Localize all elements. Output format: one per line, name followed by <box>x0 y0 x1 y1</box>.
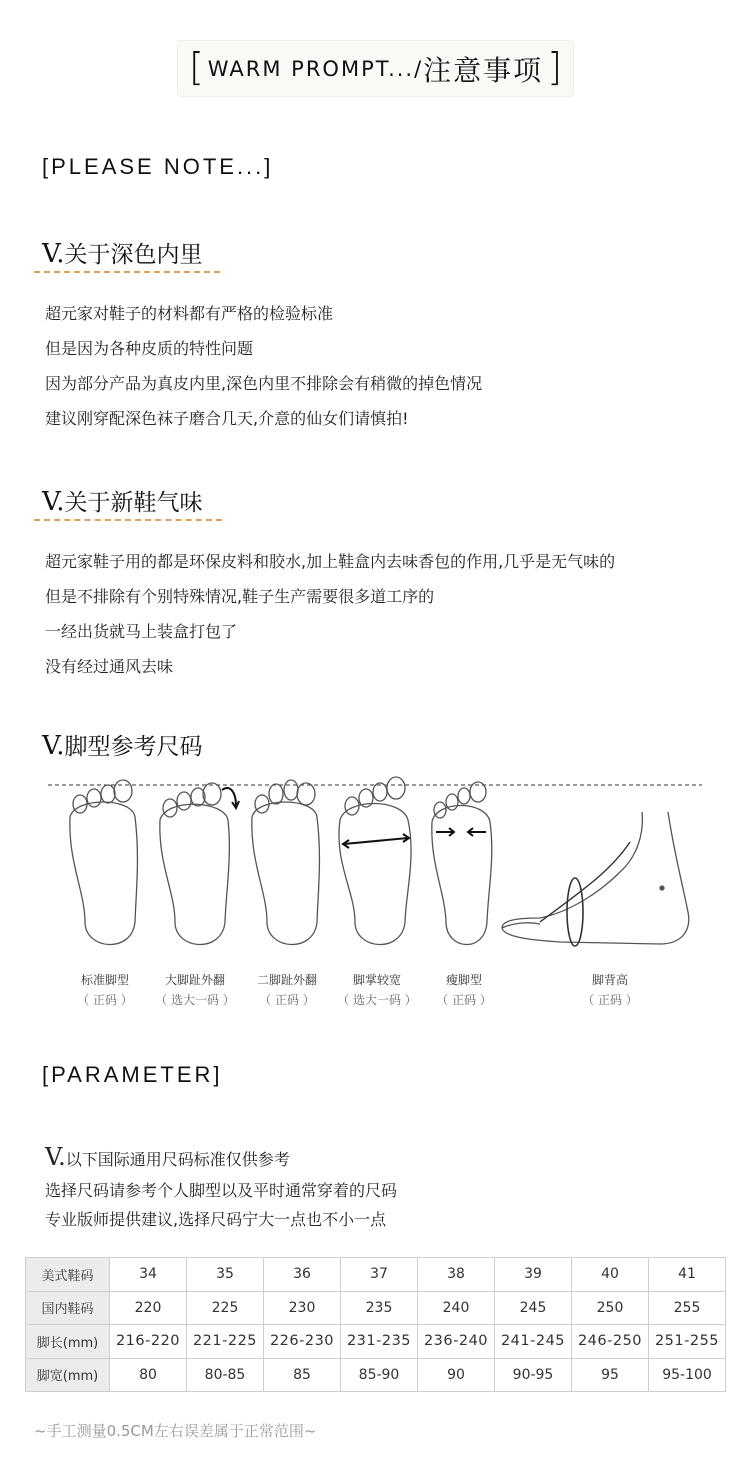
table-cell: 80 <box>110 1358 187 1392</box>
smell-line: 没有经过通风去味 <box>45 657 174 676</box>
foot-type-label: 大脚趾外翻 <box>164 973 225 987</box>
table-cell: 38 <box>418 1258 495 1292</box>
wide-foot-icon <box>339 777 411 945</box>
foot-type-label: 脚背高 <box>591 973 628 987</box>
table-cell: 40 <box>572 1258 649 1292</box>
high-instep-foot-icon <box>502 812 689 946</box>
title-bracket-open: [ <box>188 44 204 89</box>
measurement-footnote: ~手工测量0.5CM左右误差属于正常范围~ <box>34 1422 317 1440</box>
table-cell: 241-245 <box>495 1325 572 1359</box>
table-cell: 37 <box>341 1258 418 1292</box>
param-intro-line1 <box>45 1143 290 1171</box>
size-table <box>25 1257 726 1392</box>
table-cell: 95-100 <box>649 1358 726 1392</box>
foot-type-label: 标准脚型 <box>80 973 129 987</box>
section-foot-title: 脚型参考尺码 <box>64 734 203 760</box>
table-cell: 85 <box>264 1358 341 1392</box>
row-label: 脚长(mm) <box>26 1325 110 1359</box>
smell-line: 一经出货就马上装盒打包了 <box>45 622 238 641</box>
section-smell-text <box>45 544 615 684</box>
table-row <box>26 1291 726 1325</box>
bunion-foot-icon <box>160 783 239 945</box>
table-cell: 220 <box>110 1291 187 1325</box>
foot-type-sub: （ 正码 ） <box>436 993 492 1007</box>
title-english: WARM PROMPT.../ <box>207 56 424 81</box>
table-cell: 34 <box>110 1258 187 1292</box>
foot-type-sub: （ 正码 ） <box>582 993 638 1007</box>
table-cell: 41 <box>649 1258 726 1292</box>
table-cell: 221-225 <box>187 1325 264 1359</box>
row-label: 美式鞋码 <box>26 1258 110 1292</box>
section-smell-title: 关于新鞋气味 <box>64 490 203 516</box>
table-row <box>26 1325 726 1359</box>
lining-line: 超元家对鞋子的材料都有严格的检验标准 <box>45 304 334 323</box>
row-label: 国内鞋码 <box>26 1291 110 1325</box>
table-cell: 245 <box>495 1291 572 1325</box>
table-cell: 236-240 <box>418 1325 495 1359</box>
table-cell: 35 <box>187 1258 264 1292</box>
page-title-box <box>177 40 574 97</box>
second-toe-foot-icon <box>252 780 320 945</box>
table-cell: 36 <box>264 1258 341 1292</box>
foot-shapes-illustration <box>40 772 710 957</box>
section-smell-heading <box>42 484 203 517</box>
row-label: 脚宽(mm) <box>26 1358 110 1392</box>
foot-type-label: 二脚趾外翻 <box>256 973 317 987</box>
param-intro-line2: 选择尺码请参考个人脚型以及平时通常穿着的尺码 <box>45 1181 398 1200</box>
foot-type-illustration <box>40 772 710 1022</box>
lining-line: 因为部分产品为真皮内里,深色内里不排除会有稍微的掉色情况 <box>45 374 483 393</box>
table-row <box>26 1258 726 1292</box>
table-cell: 230 <box>264 1291 341 1325</box>
table-cell: 39 <box>495 1258 572 1292</box>
slim-foot-icon <box>432 782 492 945</box>
param-intro-line3: 专业版师提供建议,选择尺码宁大一点也不小一点 <box>45 1210 387 1229</box>
section-lining-text <box>45 296 482 436</box>
table-cell: 95 <box>572 1358 649 1392</box>
table-cell: 225 <box>187 1291 264 1325</box>
table-cell: 240 <box>418 1291 495 1325</box>
table-cell: 231-235 <box>341 1325 418 1359</box>
section-lining-prefix: V. <box>42 239 65 269</box>
table-cell: 235 <box>341 1291 418 1325</box>
table-cell: 216-220 <box>110 1325 187 1359</box>
smell-line: 但是不排除有个别特殊情况,鞋子生产需要很多道工序的 <box>45 587 435 606</box>
section-lining-underline <box>34 271 220 273</box>
table-cell: 90-95 <box>495 1358 572 1392</box>
please-note-heading: [PLEASE NOTE...] <box>42 154 274 179</box>
param-intro-prefix: V. <box>45 1143 66 1171</box>
parameter-heading: [PARAMETER] <box>42 1062 223 1087</box>
section-smell-underline <box>34 519 222 521</box>
table-cell: 226-230 <box>264 1325 341 1359</box>
table-cell: 80-85 <box>187 1358 264 1392</box>
foot-type-label: 瘦脚型 <box>445 973 482 987</box>
table-cell: 90 <box>418 1358 495 1392</box>
section-foot-heading <box>42 728 203 761</box>
table-cell: 250 <box>572 1291 649 1325</box>
foot-type-sub: （ 选大一码 ） <box>155 993 235 1007</box>
foot-type-sub: （ 选大一码 ） <box>337 993 417 1007</box>
section-lining-title: 关于深色内里 <box>64 242 203 268</box>
table-cell: 251-255 <box>649 1325 726 1359</box>
lining-line: 建议刚穿配深色袜子磨合几天,介意的仙女们请慎拍! <box>45 409 409 428</box>
param-intro-text1: 以下国际通用尺码标准仅供参考 <box>65 1150 290 1169</box>
foot-type-label: 脚掌较宽 <box>352 973 401 987</box>
section-smell-prefix: V. <box>42 487 65 517</box>
title-chinese: 注意事项 <box>423 53 544 87</box>
smell-line: 超元家鞋子用的都是环保皮料和胶水,加上鞋盒内去味香包的作用,几乎是无气味的 <box>45 552 616 571</box>
foot-type-sub: （ 正码 ） <box>259 993 315 1007</box>
table-cell: 85-90 <box>341 1358 418 1392</box>
table-cell: 255 <box>649 1291 726 1325</box>
section-lining-heading <box>42 236 203 269</box>
table-row <box>26 1358 726 1392</box>
table-cell: 246-250 <box>572 1325 649 1359</box>
title-bracket-close: ] <box>547 44 563 89</box>
lining-line: 但是因为各种皮质的特性问题 <box>45 339 254 358</box>
standard-foot-icon <box>70 780 138 945</box>
section-foot-prefix: V. <box>42 731 65 761</box>
foot-type-sub: （ 正码 ） <box>77 993 133 1007</box>
